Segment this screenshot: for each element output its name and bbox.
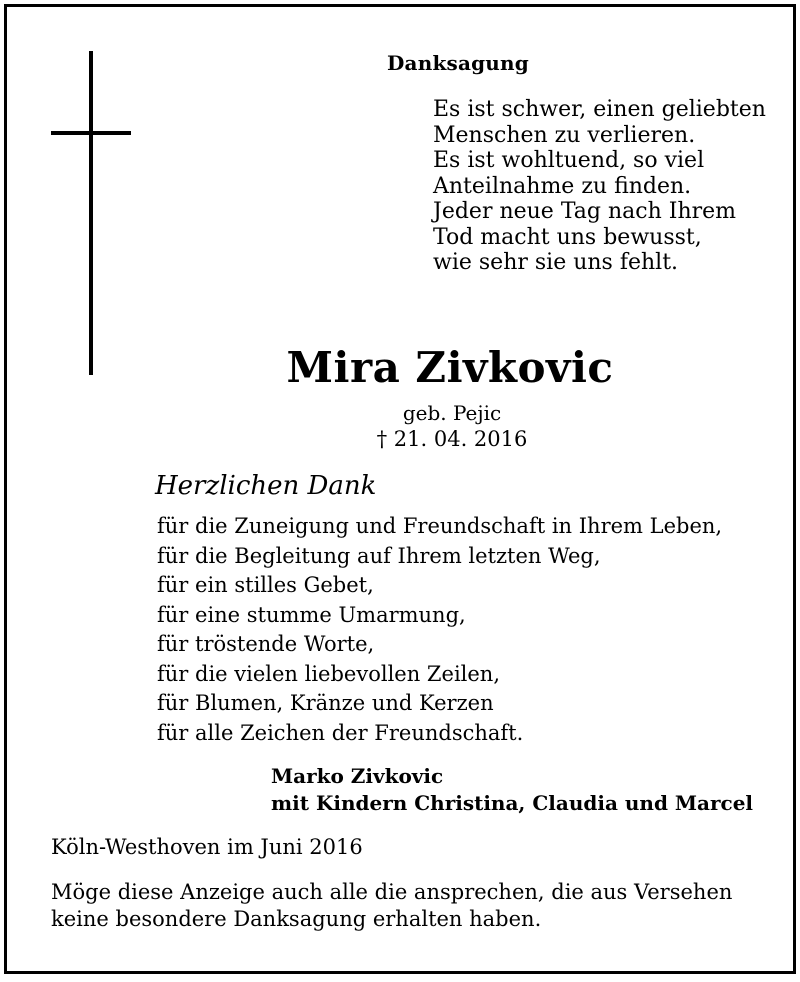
thanks-line: für alle Zeichen der Freundschaft.	[157, 720, 524, 745]
thanks-line: für die Zuneigung und Freundschaft in Ihrem Leben,	[157, 514, 723, 538]
cross-icon-bar	[51, 131, 131, 135]
thanks-title: Herzlichen Dank	[155, 471, 377, 501]
signer-line: mit Kindern Christina, Claudia und Marcel	[271, 791, 754, 815]
poem-line: Anteilnahme zu finden.	[433, 173, 692, 199]
note-line: Möge diese Anzeige auch alle die ansprechen, die aus Versehen	[51, 880, 733, 904]
deceased-name: Mira Zivkovic	[286, 343, 614, 392]
signers	[271, 763, 753, 817]
thanks-list	[157, 512, 722, 748]
note-line: keine besondere Danksagung erhalten haben.	[51, 907, 542, 931]
thanks-line: für eine stumme Umarmung,	[157, 602, 466, 627]
poem-line: Es ist wohltuend, so viel	[433, 148, 705, 173]
poem-line: Jeder neue Tag nach Ihrem	[433, 199, 737, 224]
poem-line: wie sehr sie uns fehlt.	[433, 250, 679, 275]
obituary-notice	[4, 4, 796, 974]
poem	[433, 97, 766, 276]
heading: Danksagung	[387, 51, 529, 75]
thanks-line: für ein stilles Gebet,	[157, 573, 374, 597]
death-date: † 21. 04. 2016	[376, 427, 528, 451]
poem-line: Es ist schwer, einen geliebten	[433, 97, 766, 122]
poem-line: Tod macht uns bewusst,	[433, 224, 702, 250]
poem-line: Menschen zu verlieren.	[433, 122, 696, 148]
thanks-line: für Blumen, Kränze und Kerzen	[157, 691, 494, 715]
thanks-line: für tröstende Worte,	[157, 632, 375, 656]
place-date: Köln-Westhoven im Juni 2016	[51, 835, 363, 859]
closing-note	[51, 879, 732, 933]
signer-line: Marko Zivkovic	[271, 764, 444, 788]
thanks-line: für die Begleitung auf Ihrem letzten Weg,	[157, 543, 601, 568]
thanks-line: für die vielen liebevollen Zeilen,	[157, 661, 501, 686]
cross-icon	[89, 51, 93, 375]
birth-name: geb. Pejic	[402, 401, 502, 425]
